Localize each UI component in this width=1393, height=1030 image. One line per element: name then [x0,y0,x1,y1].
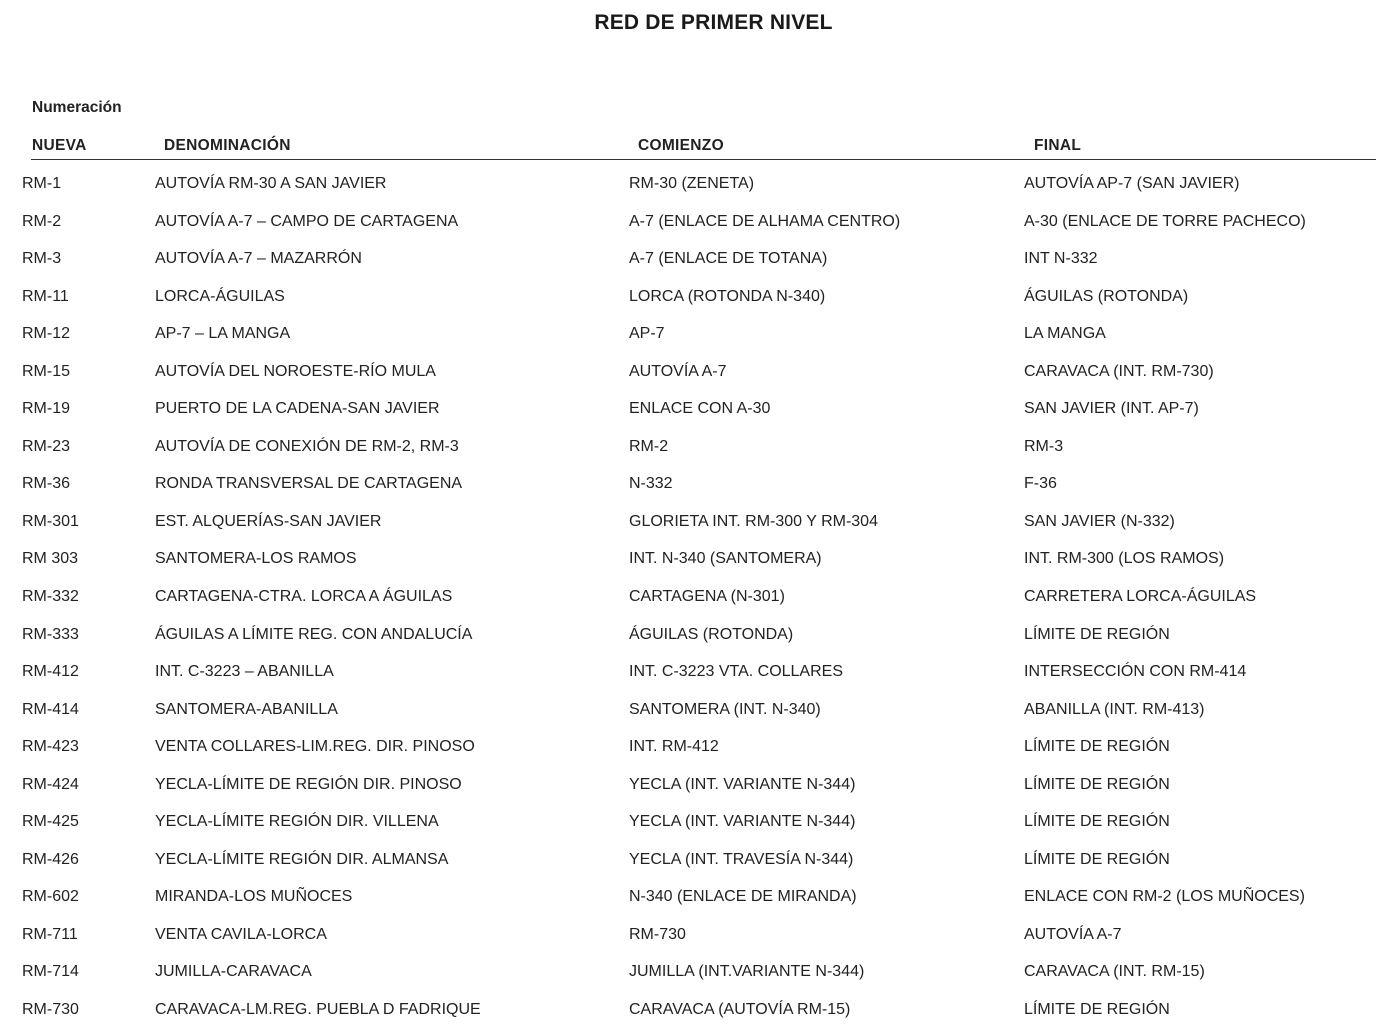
denominacion-cell: SANTOMERA-LOS RAMOS [155,550,357,568]
final-cell: LÍMITE DE REGIÓN [1024,813,1170,831]
table-row [0,279,1393,317]
road-code-cell: RM-15 [22,362,71,380]
table-row [0,204,1393,242]
final-cell: A-30 (ENLACE DE TORRE PACHECO) [1024,212,1306,230]
road-code-cell: RM-602 [22,888,79,906]
road-code-cell: RM-19 [22,400,71,418]
road-code-cell: RM-711 [22,925,78,943]
road-table-body [0,166,1393,1030]
table-row [0,166,1393,204]
final-cell: LÍMITE DE REGIÓN [1024,775,1170,793]
final-cell: RM-3 [1024,437,1064,455]
table-row [0,804,1393,842]
denominacion-cell: YECLA-LÍMITE REGIÓN DIR. VILLENA [155,813,439,831]
road-code-cell: RM-3 [22,250,62,268]
denominacion-cell: INT. C-3223 – ABANILLA [155,663,334,681]
denominacion-cell: AUTOVÍA DEL NOROESTE-RÍO MULA [155,362,436,380]
comienzo-cell: LORCA (ROTONDA N-340) [629,287,826,305]
final-cell: LÍMITE DE REGIÓN [1024,1001,1170,1019]
comienzo-cell: INT. N-340 (SANTOMERA) [629,550,822,568]
denominacion-cell: EST. ALQUERÍAS-SAN JAVIER [155,512,382,530]
comienzo-cell: RM-30 (ZENETA) [629,175,755,192]
final-cell: CARRETERA LORCA-ÁGUILAS [1024,588,1257,606]
road-code-cell: RM-301 [22,512,79,530]
final-cell: AUTOVÍA AP-7 (SAN JAVIER) [1024,175,1240,192]
table-row [0,917,1393,955]
road-code-cell: RM-714 [22,963,79,981]
final-cell: CARAVACA (INT. RM-15) [1024,963,1205,981]
comienzo-cell: SANTOMERA (INT. N-340) [629,700,821,718]
final-cell: SAN JAVIER (INT. AP-7) [1024,400,1199,418]
final-cell: INT. RM-300 (LOS RAMOS) [1024,550,1225,568]
road-code-cell: RM-426 [22,850,79,868]
denominacion-cell: VENTA CAVILA-LORCA [155,925,327,943]
road-code-cell: RM-730 [22,1001,79,1019]
comienzo-cell: N-340 (ENLACE DE MIRANDA) [629,888,857,906]
comienzo-cell: INT. C-3223 VTA. COLLARES [629,663,843,681]
final-cell: INTERSECCIÓN CON RM-414 [1024,663,1247,681]
final-cell: ENLACE CON RM-2 (LOS MUÑOCES) [1024,888,1305,906]
comienzo-cell: RM-2 [629,437,669,455]
road-code-cell: RM-332 [22,588,79,606]
denominacion-cell: AUTOVÍA A-7 – CAMPO DE CARTAGENA [155,212,459,230]
table-row [0,842,1393,880]
table-row [0,879,1393,917]
table-row [0,654,1393,692]
denominacion-cell: AUTOVÍA RM-30 A SAN JAVIER [155,175,387,192]
denominacion-cell: CARTAGENA-CTRA. LORCA A ÁGUILAS [155,588,453,606]
denominacion-cell: PUERTO DE LA CADENA-SAN JAVIER [155,400,440,418]
table-row [0,316,1393,354]
road-code-cell: RM-1 [22,175,62,192]
denominacion-cell: VENTA COLLARES-LIM.REG. DIR. PINOSO [155,738,475,756]
table-row [0,992,1393,1030]
column-header-denominacion: DENOMINACIÓN [164,137,291,154]
numeracion-label: Numeración [32,99,122,116]
comienzo-cell: AUTOVÍA A-7 [629,362,727,380]
road-code-cell: RM 303 [22,550,79,568]
comienzo-cell: A-7 (ENLACE DE TOTANA) [629,250,828,268]
final-cell: AUTOVÍA A-7 [1024,925,1122,943]
road-code-cell: RM-2 [22,212,62,230]
road-code-cell: RM-11 [22,287,69,305]
road-code-cell: RM-414 [22,700,79,718]
road-code-cell: RM-423 [22,738,79,756]
road-code-cell: RM-23 [22,437,71,455]
table-row [0,429,1393,467]
comienzo-cell: CARTAGENA (N-301) [629,588,785,606]
denominacion-cell: MIRANDA-LOS MUÑOCES [155,888,353,906]
final-cell: LÍMITE DE REGIÓN [1024,625,1170,643]
final-cell: SAN JAVIER (N-332) [1024,512,1175,530]
table-row [0,354,1393,392]
denominacion-cell: SANTOMERA-ABANILLA [155,700,338,718]
column-header-nueva: NUEVA [32,137,87,154]
denominacion-cell: RONDA TRANSVERSAL DE CARTAGENA [155,475,463,493]
table-row [0,504,1393,542]
denominacion-cell: AUTOVÍA DE CONEXIÓN DE RM-2, RM-3 [155,437,459,455]
column-header-comienzo: COMIENZO [638,137,724,154]
table-row [0,692,1393,730]
denominacion-cell: YECLA-LÍMITE DE REGIÓN DIR. PINOSO [155,775,462,793]
road-code-cell: RM-12 [22,325,71,343]
comienzo-cell: JUMILLA (INT.VARIANTE N-344) [629,963,865,981]
comienzo-cell: N-332 [629,475,673,493]
denominacion-cell: JUMILLA-CARAVACA [155,963,312,981]
comienzo-cell: A-7 (ENLACE DE ALHAMA CENTRO) [629,212,901,230]
denominacion-cell: ÁGUILAS A LÍMITE REG. CON ANDALUCÍA [155,625,473,643]
comienzo-cell: AP-7 [629,325,665,343]
final-cell: LÍMITE DE REGIÓN [1024,850,1170,868]
table-row [0,617,1393,655]
final-cell: INT N-332 [1024,250,1098,268]
denominacion-cell: AUTOVÍA A-7 – MAZARRÓN [155,250,362,268]
table-row [0,541,1393,579]
table-row [0,954,1393,992]
denominacion-cell: CARAVACA-LM.REG. PUEBLA D FADRIQUE [155,1001,481,1019]
final-cell: LÍMITE DE REGIÓN [1024,738,1170,756]
comienzo-cell: YECLA (INT. TRAVESÍA N-344) [629,850,854,868]
header-divider [31,159,1376,160]
final-cell: CARAVACA (INT. RM-730) [1024,362,1214,380]
page-title: RED DE PRIMER NIVEL [594,11,833,34]
table-row [0,241,1393,279]
table-row [0,729,1393,767]
final-cell: ABANILLA (INT. RM-413) [1024,700,1205,718]
comienzo-cell: INT. RM-412 [629,738,719,756]
denominacion-cell: YECLA-LÍMITE REGIÓN DIR. ALMANSA [155,850,449,868]
denominacion-cell: LORCA-ÁGUILAS [155,287,285,305]
table-row [0,466,1393,504]
final-cell: ÁGUILAS (ROTONDA) [1024,287,1189,305]
comienzo-cell: YECLA (INT. VARIANTE N-344) [629,775,856,793]
road-code-cell: RM-36 [22,475,71,493]
comienzo-cell: YECLA (INT. VARIANTE N-344) [629,813,856,831]
comienzo-cell: GLORIETA INT. RM-300 Y RM-304 [629,512,878,530]
final-cell: LA MANGA [1024,325,1106,343]
road-code-cell: RM-333 [22,625,79,643]
comienzo-cell: ENLACE CON A-30 [629,400,771,418]
final-cell: F-36 [1024,475,1057,493]
table-row [0,579,1393,617]
road-code-cell: RM-424 [22,775,79,793]
table-row [0,767,1393,805]
road-code-cell: RM-425 [22,813,79,831]
table-row [0,391,1393,429]
comienzo-cell: ÁGUILAS (ROTONDA) [629,625,794,643]
denominacion-cell: AP-7 – LA MANGA [155,325,291,343]
comienzo-cell: CARAVACA (AUTOVÍA RM-15) [629,1001,851,1019]
comienzo-cell: RM-730 [629,925,686,943]
column-header-final: FINAL [1034,137,1082,154]
road-code-cell: RM-412 [22,663,79,681]
